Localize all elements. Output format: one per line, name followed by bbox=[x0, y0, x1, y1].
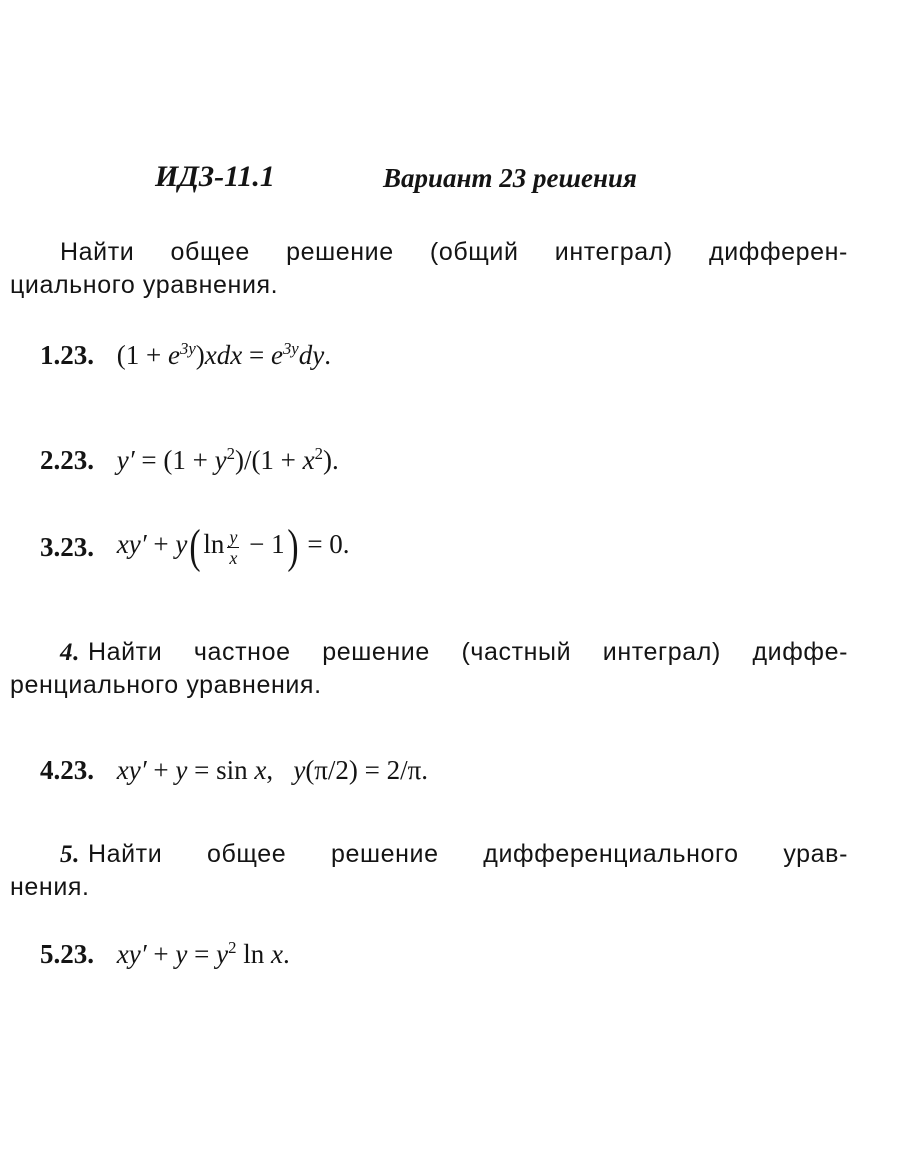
problem-2-23 bbox=[40, 443, 339, 476]
intro-line-1: Найти общее решение (общий интеграл) дифферен- bbox=[60, 238, 848, 266]
task4-line-2: ренциального уравнения. bbox=[10, 671, 322, 699]
problem-5-23 bbox=[40, 937, 290, 970]
problem-3-23 bbox=[40, 522, 350, 572]
problem-1-23 bbox=[40, 338, 331, 371]
intro-line-2: циального уравнения. bbox=[10, 271, 279, 299]
problem-number: 4.23. bbox=[40, 755, 94, 786]
problem-number: 5.23. bbox=[40, 939, 94, 970]
intro-paragraph bbox=[10, 236, 848, 302]
assignment-code: ИДЗ-11.1 bbox=[155, 160, 275, 193]
equation-2-23: $y' = (1 + y^2)/(1 + x^2)$. bbox=[116, 444, 339, 476]
equation-1-23: $(1 + e^{3y})xdx = e^{3y}dy$. bbox=[116, 339, 331, 371]
task5-line-1: 5. Найти общее решение дифференциального урав- bbox=[60, 840, 848, 868]
variant-title: Вариант 23 решения bbox=[383, 163, 637, 193]
task5-line-2: нения. bbox=[10, 873, 90, 901]
task4-number: 4. bbox=[60, 639, 80, 666]
equation-5-23: $xy' + y = y^2$ ln x. bbox=[116, 938, 290, 970]
equation-4-23: xy′ + y = sin x, y(π/2) = 2/π. bbox=[116, 755, 429, 786]
task4-line-1: 4. Найти частное решение (частный интеграл) диффе- bbox=[60, 638, 848, 666]
task5-number: 5. bbox=[60, 841, 80, 868]
problem-number: 2.23. bbox=[40, 445, 94, 476]
problem-number: 1.23. bbox=[40, 340, 94, 371]
problem-number: 3.23. bbox=[40, 531, 94, 562]
equation-3-23: xy′ + y(ln $\frac{y}{x}$ − 1) = 0. bbox=[116, 520, 350, 573]
header bbox=[155, 160, 637, 194]
task5-paragraph bbox=[10, 838, 848, 904]
task4-paragraph bbox=[10, 636, 848, 702]
problem-4-23 bbox=[40, 753, 428, 786]
